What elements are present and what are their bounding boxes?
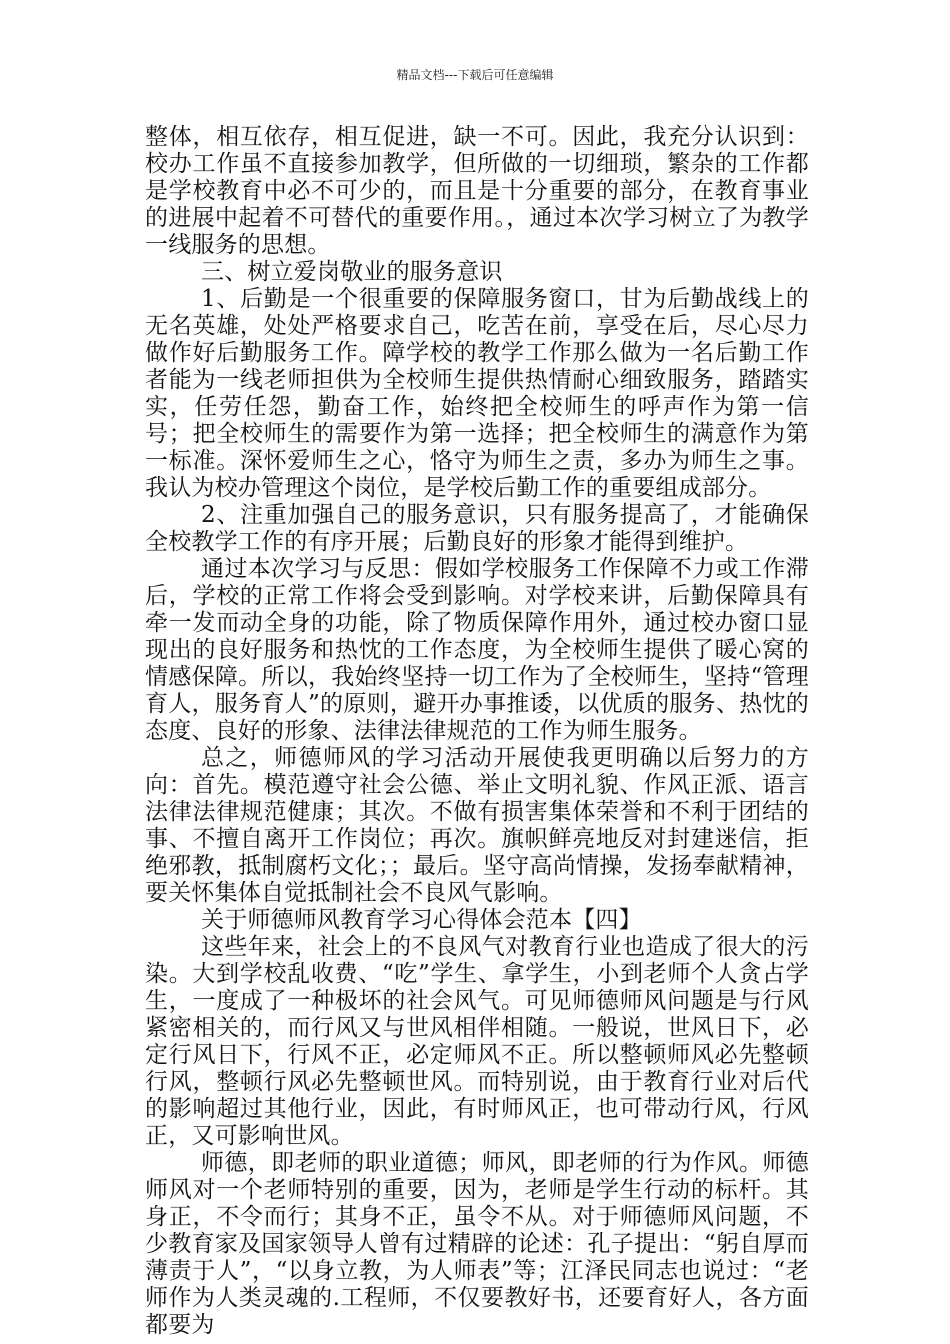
section-heading: 关于师德师风教育学习心得体会范本【四】 (201, 907, 642, 933)
paragraph: 师德，即老师的职业道德；师风，即老师的行为作风。师德师风对一个老师特别的重要，因为，老师是学生行动的标杆。其身正，不令而行；其身不正，虽令不从。对于师德师风问题，不少教育家及国家领导人曾有过精辟的论述：孔子提出：“躬自厚而薄责于人”，“以身立教，为人师表”等；江泽民同志也说过：“老师作为人类灵魂的.工程师，不仅要教好书，还要育好人，各方面都要为 (145, 1150, 809, 1338)
paragraph: 通过本次学习与反思：假如学校服务工作保障不力或工作滞后，学校的正常工作将会受到影响。对学校来讲，后勤保障具有牵一发而动全身的功能，除了物质保障作用外，通过校办窗口显现出的良好服务和热忱的工作态度，为全校师生提供了暖心窝的情感保障。所以，我始终坚持一切工作为了全校师生，坚持“管理育人，服务育人”的原则，避开办事推诿，以优质的服务、热忱的态度、良好的形象、法律法律规范的工作为师生服务。 (145, 556, 809, 744)
paragraph: 1、后勤是一个很重要的保障服务窗口，甘为后勤战线上的无名英雄，处处严格要求自己，吃苦在前，享受在后，尽心尽力做作好后勤服务工作。障学校的教学工作那么做为一名后勤工作者能为一线老师担供为全校师生提供热情耐心细致服务，踏踏实实，任劳任怨，勤奋工作，始终把全校师生的呼声作为第一信号；把全校师生的需要作为第一选择；把全校师生的满意作为第一标准。深怀爱师生之心，恪守为师生之责，多办为师生之事。我认为校办管理这个岗位，是学校后勤工作的重要组成部分。 (145, 286, 809, 501)
page-header: 精品文档---下载后可任意编辑 (396, 68, 554, 82)
paragraph: 总之，师德师风的学习活动开展使我更明确以后努力的方向：首先。模范遵守社会公德、举止文明礼貌、作风正派、语言法律法律规范健康；其次。不做有损害集体荣誉和不利于团结的事、不擅自离开工作岗位；再次。旗帜鲜亮地反对封建迷信，拒绝邪教，抵制腐朽文化；；最后。坚守高尚情操，发扬奉献精神，要关怀集体自觉抵制社会不良风气影响。 (145, 745, 809, 906)
paragraph: 整体，相互依存，相互促进，缺一不可。因此，我充分认识到：校办工作虽不直接参加教学，但所做的一切细琐，繁杂的工作都是学校教育中必不可少的，而且是十分重要的部分，在教育事业的进展中起着不可替代的重要作用。，通过本次学习树立了为教学一线服务的思想。 (145, 124, 809, 258)
section-heading: 三、树立爱岗敬业的服务意识 (201, 259, 503, 285)
paragraph: 2、注重加强自己的服务意识，只有服务提高了，才能确保全校教学工作的有序开展；后勤良好的形象才能得到维护。 (145, 502, 809, 555)
document-body (145, 124, 809, 1339)
paragraph: 这些年来，社会上的不良风气对教育行业也造成了很大的污染。大到学校乱收费、“吃”学生、拿学生，小到老师个人贪占学生，一度成了一种极坏的社会风气。可见师德师风问题是与行风紧密相关的，而行风又与世风相伴相随。一般说，世风日下，必定行风日下，行风不正，必定师风不正。所以整顿师风必先整顿行风，整顿行风必先整顿世风。而特别说，由于教育行业对后代的影响超过其他行业，因此，有时师风正，也可带动行风，行风正，又可影响世风。 (145, 934, 809, 1149)
